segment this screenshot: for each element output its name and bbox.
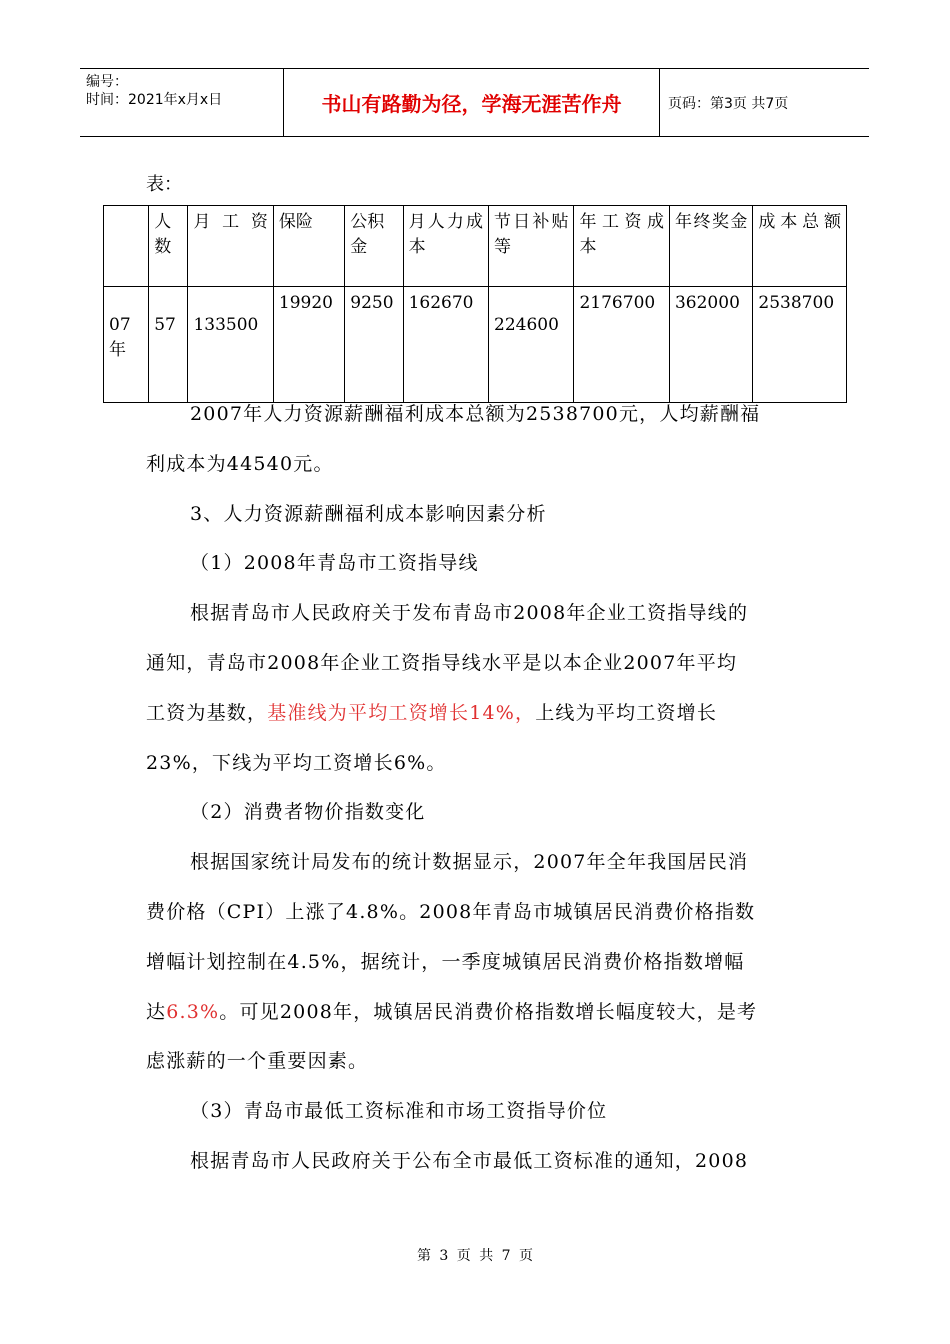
paragraph-line bbox=[146, 701, 806, 725]
subsection-heading: （1）2008年青岛市工资指导线 bbox=[190, 552, 479, 574]
paragraph-line: 利成本为44540元。 bbox=[146, 453, 334, 475]
page-footer: 第 3 页 共 7 页 bbox=[416, 1248, 534, 1264]
paragraph-line bbox=[146, 1000, 806, 1024]
header-meta bbox=[80, 69, 284, 136]
paragraph-line: 2007年人力资源薪酬福利成本总额为2538700元，人均薪酬福 bbox=[190, 403, 761, 425]
table-cell: 2176700 bbox=[574, 287, 670, 403]
table-header-cell: 公积金 bbox=[345, 206, 403, 287]
text-run: 达 bbox=[146, 1001, 167, 1023]
subsection-heading: （2）消费者物价指数变化 bbox=[190, 801, 426, 823]
header-motto bbox=[284, 69, 660, 136]
table-header-cell: 节日补贴等 bbox=[489, 206, 574, 287]
paragraph-line: 增幅计划控制在4.5%，据统计，一季度城镇居民消费价格指数增幅 bbox=[146, 951, 745, 973]
table-cell: 2538700 bbox=[753, 287, 847, 403]
table-header-cell: 月工资 bbox=[188, 206, 273, 287]
table-header-cell: 年终奖金 bbox=[669, 206, 752, 287]
section-heading: 3、人力资源薪酬福利成本影响因素分析 bbox=[190, 503, 547, 525]
number-label: 编号： bbox=[86, 74, 128, 90]
text-run: 工资为基数， bbox=[146, 702, 268, 724]
paragraph-line: 23%，下线为平均工资增长6%。 bbox=[146, 752, 447, 774]
paragraph-line: 通知，青岛市2008年企业工资指导线水平是以本企业2007年平均 bbox=[146, 652, 738, 674]
cost-table bbox=[103, 205, 847, 403]
highlight-text: 6.3% bbox=[166, 1001, 220, 1023]
table-cell: 9250 bbox=[345, 287, 403, 403]
paragraph-line: 费价格（CPI）上涨了4.8%。2008年青岛市城镇居民消费价格指数 bbox=[146, 901, 756, 923]
motto-text: 书山有路勤为径，学海无涯苦作舟 bbox=[321, 92, 622, 116]
paragraph-line: 根据青岛市人民政府关于发布青岛市2008年企业工资指导线的 bbox=[190, 602, 749, 624]
table-header-cell: 月人力成本 bbox=[403, 206, 488, 287]
page-info: 页码：第3页 共7页 bbox=[668, 95, 789, 112]
table-cell: 19920 bbox=[273, 287, 344, 403]
table-header-cell: 人数 bbox=[149, 206, 188, 287]
table-header-cell: 成本总额 bbox=[753, 206, 847, 287]
time-label: 时间：2021年x月x日 bbox=[86, 92, 223, 108]
page-header bbox=[80, 68, 869, 137]
table-cell: 224600 bbox=[489, 287, 574, 403]
table-cell: 07年 bbox=[104, 287, 149, 403]
table-header-cell: 保险 bbox=[273, 206, 344, 287]
table-header-cell: 年工资成本 bbox=[574, 206, 670, 287]
subsection-heading: （3）青岛市最低工资标准和市场工资指导价位 bbox=[190, 1100, 608, 1122]
table-cell: 162670 bbox=[403, 287, 488, 403]
paragraph-line: 根据国家统计局发布的统计数据显示，2007年全年我国居民消 bbox=[190, 851, 749, 873]
highlight-text: 基准线为平均工资增长14%， bbox=[267, 702, 536, 724]
paragraph-line: 根据青岛市人民政府关于公布全市最低工资标准的通知，2008 bbox=[190, 1150, 749, 1172]
table-row bbox=[104, 287, 847, 403]
table-cell: 57 bbox=[149, 287, 188, 403]
table-header-cell bbox=[104, 206, 149, 287]
table-label: 表： bbox=[146, 174, 182, 195]
table-cell: 133500 bbox=[188, 287, 273, 403]
text-run: 。可见2008年，城镇居民消费价格指数增长幅度较大，是考 bbox=[219, 1001, 758, 1023]
table-cell: 362000 bbox=[669, 287, 752, 403]
text-run: 上线为平均工资增长 bbox=[535, 702, 718, 724]
paragraph-line: 虑涨薪的一个重要因素。 bbox=[146, 1050, 369, 1072]
table-header-row bbox=[104, 206, 847, 287]
